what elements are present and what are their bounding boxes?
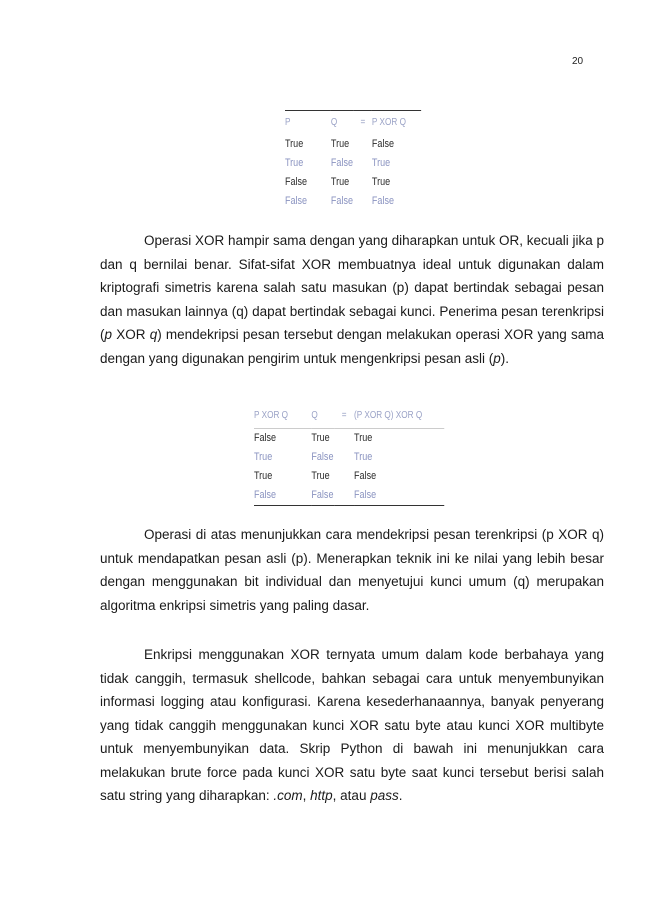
xor-decrypt-truth-table — [254, 404, 444, 506]
table-cell: False — [311, 451, 334, 463]
table-cell: True — [354, 451, 373, 463]
italic-text: p — [493, 350, 501, 366]
header-cell: P XOR Q — [254, 404, 311, 429]
header-cell: P — [285, 117, 291, 128]
table-row — [254, 467, 444, 486]
table-cell: False — [330, 157, 353, 169]
paragraph-text: , — [302, 788, 311, 803]
table-cell: True — [330, 176, 350, 188]
table-row — [285, 154, 421, 173]
table-row — [254, 448, 444, 467]
table-cell: True — [311, 432, 330, 444]
paragraph-text: Enkripsi menggunakan XOR ternyata umum dalam kode berbahaya yang tidak canggih, termasuk shellcode, bahkan sebagai cara untuk menyembunyikan informasi logging atau konfigurasi. Karena kesederhanaannya, banyak penyerang yang tidak canggih menggunakan kunci XOR satu byte atau kunci XOR multibyte untuk menyembunyikan data. Skrip Python di bawah ini menunjukkan cara melakukan brute force pada kunci XOR satu byte saat kunci tersebut berisi salah satu string yang diharapkan: — [100, 647, 604, 803]
table-cell — [334, 467, 354, 486]
paragraph-text: . — [398, 788, 403, 803]
paragraph-text: , atau — [332, 788, 371, 803]
paragraph-text: Operasi XOR hampir sama dengan yang diharapkan untuk OR, kecuali jika p dan q bernilai benar. Sifat-sifat XOR membuatnya ideal untuk digunakan dalam kriptografi simetris karena salah satu masukan (p) dapat bertindak sebagai pesan dan masukan lainnya (q) dapat bertindak sebagai kunci. Penerima pesan terenkripsi ( — [100, 233, 604, 342]
italic-text: .com — [273, 788, 303, 803]
table-cell: True — [254, 451, 273, 463]
table-cell: False — [254, 489, 277, 501]
table-cell: False — [285, 195, 308, 207]
table-cell: True — [254, 470, 273, 482]
paragraph-xor-explanation — [100, 229, 604, 370]
italic-text: p — [104, 327, 113, 342]
xor-truth-table — [285, 110, 421, 211]
paragraph-text: ) mendekripsi pesan tersebut dengan melakukan operasi XOR yang sama dengan yang digunakan pengirim untuk mengenkripsi pesan asli ( — [100, 327, 605, 366]
italic-text: q — [149, 327, 158, 342]
table-header-row — [285, 111, 421, 136]
header-cell: = — [360, 117, 366, 128]
table-cell: False — [371, 138, 394, 150]
table-cell — [354, 173, 372, 192]
paragraph-text: ). — [500, 350, 510, 366]
table-cell — [354, 154, 372, 173]
paragraph-decryption — [100, 523, 604, 617]
table-cell — [354, 135, 372, 154]
table-row — [285, 135, 421, 154]
paragraph-text: Operasi di atas menunjukkan cara mendekripsi pesan terenkripsi (p XOR q) untuk mendapatkan pesan asli (p). Menerapkan teknik ini ke nilai yang lebih besar dengan menggunakan bit individual dan menyetujui kunci umum (q) merupakan algoritma enkripsi simetris yang paling dasar. — [100, 527, 604, 613]
header-cell: Q — [330, 117, 338, 128]
page-number: 20 — [572, 56, 584, 67]
header-cell: = — [334, 404, 354, 429]
paragraph-malicious-xor — [100, 643, 604, 808]
table-cell — [334, 429, 354, 449]
italic-text: http — [310, 788, 333, 803]
header-cell: Q — [311, 404, 334, 429]
table-cell: False — [354, 470, 377, 482]
table-cell — [334, 448, 354, 467]
table-cell: False — [371, 195, 394, 207]
table-cell — [334, 486, 354, 506]
table-cell: True — [330, 138, 350, 150]
table-cell: False — [285, 176, 308, 188]
table-cell: True — [285, 138, 304, 150]
table-row — [285, 173, 421, 192]
table-cell: True — [371, 157, 391, 169]
table-cell: False — [254, 432, 277, 444]
table-row — [254, 429, 444, 449]
table-header-row — [254, 404, 444, 429]
table-row — [285, 192, 421, 211]
table-cell — [354, 192, 372, 211]
table-cell: True — [285, 157, 304, 169]
header-cell: P XOR Q — [371, 117, 406, 128]
table-cell: False — [311, 489, 334, 501]
table-cell: True — [371, 176, 391, 188]
table-cell: False — [330, 195, 353, 207]
italic-text: pass — [370, 788, 399, 803]
table-cell: True — [311, 470, 330, 482]
table-row — [254, 486, 444, 506]
table-cell: True — [354, 432, 373, 444]
header-cell: (P XOR Q) XOR Q — [354, 404, 444, 429]
table-cell: False — [354, 489, 377, 501]
paragraph-text: XOR — [112, 327, 150, 342]
